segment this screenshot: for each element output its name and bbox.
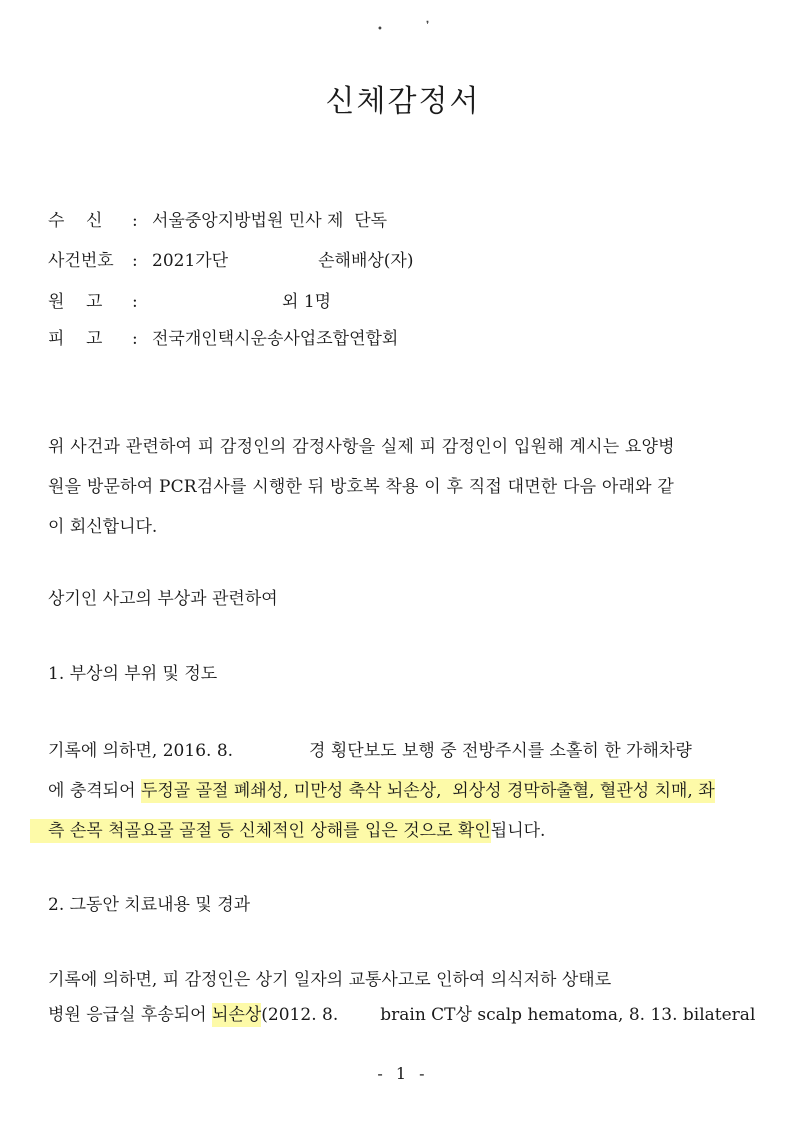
- plaintiff-label: 원 고: [48, 292, 103, 312]
- defendant-label: 피 고: [48, 329, 103, 349]
- s1-line2-a: 에 충격되어: [48, 781, 141, 801]
- intro-line-1: 위 사건과 관련하여 피 감정인의 감정사항을 실제 피 감정인이 입원해 계시는 요양병: [48, 437, 675, 457]
- scan-speck: •: [377, 24, 383, 35]
- lead-text: 상기인 사고의 부상과 관련하여: [48, 589, 278, 609]
- page-number: - 1 -: [377, 1064, 429, 1083]
- section-2-line-1: 기록에 의하면, 피 감정인은 상기 일자의 교통사고로 인하여 의식저하 상태로: [48, 970, 612, 990]
- case-number-sep: :: [132, 251, 138, 271]
- defendant-sep: :: [132, 329, 138, 349]
- s1-line1-a: 기록에 의하면, 2016. 8.: [48, 741, 234, 761]
- recipient-sep: :: [132, 211, 138, 231]
- s2-line2-c: brain CT상 scalp hematoma, 8. 13. bilateral: [380, 1005, 756, 1025]
- document-title: 신체감정서: [325, 84, 481, 119]
- s2-line2-b: (2012. 8.: [261, 1005, 339, 1025]
- s1-line1-b: 경 횡단보도 보행 중 전방주시를 소홀히 한 가해차량: [309, 741, 692, 761]
- s2-line2-a: 병원 응급실 후송되어: [48, 1005, 213, 1025]
- plaintiff-sep: :: [132, 292, 138, 312]
- defendant-row: [48, 324, 398, 349]
- case-number-label: 사건번호: [48, 251, 114, 271]
- recipient-value: 서울중앙지방법원 민사 제 단독: [152, 211, 388, 231]
- defendant-value: 전국개인택시운송사업조합연합회: [152, 329, 399, 349]
- highlighted-text: 두정골 골절 폐쇄성, 미만성 축삭 뇌손상, 외상성 경막하출혈, 혈관성 치매, 좌: [140, 781, 715, 801]
- section-1-title: 1. 부상의 부위 및 정도: [48, 664, 218, 684]
- highlighted-text: 뇌손상: [212, 1005, 262, 1025]
- intro-line-3: 이 회신합니다.: [48, 517, 158, 537]
- case-number-row: [48, 246, 413, 271]
- plaintiff-value: 외 1명: [282, 292, 332, 312]
- scan-speck: ❜: [426, 20, 430, 31]
- section-1-line-3: [30, 816, 545, 841]
- recipient-row: [48, 206, 387, 231]
- case-number-value: 2021가단: [152, 251, 229, 271]
- highlighted-text: 측 손목 척골요골 골절 등 신체적인 상해를 입은 것으로 확인: [30, 819, 491, 843]
- section-2-title: 2. 그동안 치료내용 및 경과: [48, 895, 251, 915]
- section-2-line-2: [48, 1000, 755, 1025]
- intro-line-2: 원을 방문하여 PCR검사를 시행한 뒤 방호복 착용 이 후 직접 대면한 다음 아래와 같: [48, 477, 674, 497]
- s1-line3-b: 됩니다.: [490, 821, 546, 841]
- section-1-line-1: [48, 736, 692, 761]
- recipient-label: 수 신: [48, 211, 103, 231]
- section-1-line-2: [48, 776, 715, 801]
- plaintiff-row: [48, 287, 331, 312]
- case-type-value: 손해배상(자): [318, 251, 414, 271]
